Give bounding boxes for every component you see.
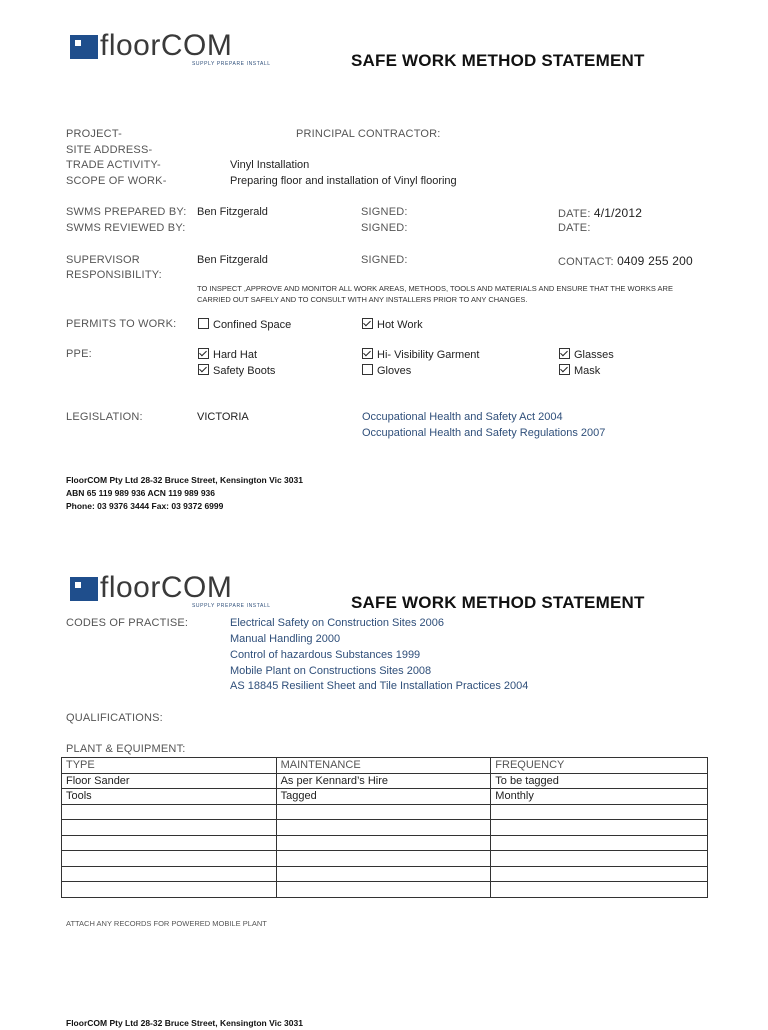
table-cell xyxy=(62,835,277,851)
scope-of-work-label: SCOPE OF WORK- xyxy=(66,175,167,187)
codes-label: CODES OF PRACTISE: xyxy=(66,617,189,629)
code-item: Mobile Plant on Constructions Sites 2008 xyxy=(230,665,432,677)
code-item: Control of hazardous Substances 1999 xyxy=(230,649,421,661)
table-cell: Tagged xyxy=(276,789,491,805)
project-label: PROJECT- xyxy=(66,128,122,140)
table-cell: Tools xyxy=(62,789,277,805)
ppe-gloves xyxy=(362,364,411,377)
logo-wordmark: floorCOM xyxy=(100,571,233,604)
site-address-label: SITE ADDRESS- xyxy=(66,144,153,156)
ppe-gloves-label: Gloves xyxy=(377,365,412,377)
logo-square-icon xyxy=(70,577,98,601)
checkbox-unchecked-icon xyxy=(198,318,209,329)
table-cell xyxy=(62,882,277,898)
logo-wordmark: floorCOM xyxy=(100,29,233,62)
table-cell xyxy=(491,820,708,836)
responsibility-text-line1: TO INSPECT ,APPROVE AND MONITOR ALL WORK AREAS, METHODS, TOOLS AND MATERIALS AND ENSURE THAT THE WORKS ARE xyxy=(197,284,673,293)
table-cell xyxy=(491,882,708,898)
table-cell xyxy=(491,851,708,867)
table-cell: Monthly xyxy=(491,789,708,805)
swms-reviewed-date-label: DATE: xyxy=(558,222,591,234)
trade-activity-label: TRADE ACTIVITY- xyxy=(66,159,161,171)
attach-records-note: ATTACH ANY RECORDS FOR POWERED MOBILE PLANT xyxy=(66,919,267,928)
table-cell xyxy=(276,804,491,820)
ppe-glasses xyxy=(559,348,614,361)
checkbox-checked-icon xyxy=(198,364,209,375)
date-label: DATE: xyxy=(558,208,591,220)
ppe-safety-boots xyxy=(198,364,275,377)
qualifications-label: QUALIFICATIONS: xyxy=(66,712,163,724)
column-header-maintenance: MAINTENANCE xyxy=(276,758,491,774)
table-cell xyxy=(491,835,708,851)
table-row xyxy=(62,789,708,805)
column-header-frequency: FREQUENCY xyxy=(491,758,708,774)
plant-equipment-label: PLANT & EQUIPMENT: xyxy=(66,743,186,755)
table-cell xyxy=(276,820,491,836)
footer-abn: ABN 65 119 989 936 ACN 119 989 936 xyxy=(66,488,216,498)
table-cell xyxy=(276,835,491,851)
permit-confined-space-label: Confined Space xyxy=(213,319,292,331)
page-title-page2: SAFE WORK METHOD STATEMENT xyxy=(351,593,645,612)
ppe-mask xyxy=(559,364,600,377)
checkbox-checked-icon xyxy=(362,348,373,359)
page-title: SAFE WORK METHOD STATEMENT xyxy=(351,51,645,70)
logo-tagline: SUPPLY PREPARE INSTALL xyxy=(192,603,271,609)
code-item: Manual Handling 2000 xyxy=(230,633,341,645)
date-value: 4/1/2012 xyxy=(593,206,643,220)
permit-hot-work-label: Hot Work xyxy=(377,319,423,331)
swms-reviewed-label: SWMS REVIEWED BY: xyxy=(66,222,186,234)
permit-confined-space xyxy=(198,318,291,331)
table-row xyxy=(62,773,708,789)
table-row xyxy=(62,866,708,882)
checkbox-checked-icon xyxy=(362,318,373,329)
table-cell xyxy=(276,882,491,898)
table-row xyxy=(62,804,708,820)
ppe-label: PPE: xyxy=(66,348,92,360)
code-item: AS 18845 Resilient Sheet and Tile Installation Practices 2004 xyxy=(230,680,529,692)
supervisor-contact xyxy=(558,254,693,268)
table-cell xyxy=(62,804,277,820)
table-cell xyxy=(491,866,708,882)
swms-prepared-label: SWMS PREPARED BY: xyxy=(66,206,187,218)
footer-address: FloorCOM Pty Ltd 28-32 Bruce Street, Kensington Vic 3031 xyxy=(66,475,303,485)
swms-prepared-signed-label: SIGNED: xyxy=(361,206,408,218)
ppe-glasses-label: Glasses xyxy=(574,349,614,361)
table-cell xyxy=(491,804,708,820)
contact-value: 0409 255 200 xyxy=(617,254,693,268)
floorcom-logo xyxy=(70,29,271,67)
legislation-label: LEGISLATION: xyxy=(66,411,143,423)
swms-reviewed-signed-label: SIGNED: xyxy=(361,222,408,234)
ppe-hard-hat xyxy=(198,348,257,361)
responsibility-label: RESPONSIBILITY: xyxy=(66,269,162,281)
table-row xyxy=(62,820,708,836)
table-cell: As per Kennard’s Hire xyxy=(276,773,491,789)
swms-prepared-value: Ben Fitzgerald xyxy=(197,206,268,218)
table-row xyxy=(62,835,708,851)
column-header-type: TYPE xyxy=(62,758,277,774)
table-cell xyxy=(62,820,277,836)
table-cell xyxy=(62,866,277,882)
floorcom-logo-page2 xyxy=(70,571,271,609)
trade-activity-value: Vinyl Installation xyxy=(230,159,310,171)
ppe-hi-vis-label: Hi- Visibility Garment xyxy=(377,349,480,361)
permits-label: PERMITS TO WORK: xyxy=(66,318,177,330)
swms-prepared-date xyxy=(558,206,642,220)
legislation-regulations: Occupational Health and Safety Regulations 2007 xyxy=(362,427,606,439)
checkbox-checked-icon xyxy=(559,348,570,359)
logo-tagline: SUPPLY PREPARE INSTALL xyxy=(192,61,271,67)
table-row xyxy=(62,851,708,867)
ppe-hard-hat-label: Hard Hat xyxy=(213,349,258,361)
footer-phone: Phone: 03 9376 3444 Fax: 03 9372 6999 xyxy=(66,501,224,511)
table-cell xyxy=(62,851,277,867)
table-cell: To be tagged xyxy=(491,773,708,789)
ppe-hi-vis xyxy=(362,348,480,361)
code-item: Electrical Safety on Construction Sites 2006 xyxy=(230,617,445,629)
checkbox-checked-icon xyxy=(198,348,209,359)
checkbox-unchecked-icon xyxy=(362,364,373,375)
responsibility-text-line2: CARRIED OUT SAFELY AND TO CONSULT WITH ANY INSTALLERS PRIOR TO ANY CHANGES. xyxy=(197,295,528,304)
logo-square-icon xyxy=(70,35,98,59)
ppe-safety-boots-label: Safety Boots xyxy=(213,365,276,377)
legislation-act: Occupational Health and Safety Act 2004 xyxy=(362,411,563,423)
table-row xyxy=(62,882,708,898)
table-cell: Floor Sander xyxy=(62,773,277,789)
table-header-row xyxy=(62,758,708,774)
supervisor-signed-label: SIGNED: xyxy=(361,254,408,266)
supervisor-label: SUPERVISOR xyxy=(66,254,140,266)
table-cell xyxy=(276,851,491,867)
checkbox-checked-icon xyxy=(559,364,570,375)
supervisor-value: Ben Fitzgerald xyxy=(197,254,268,266)
permit-hot-work xyxy=(362,318,423,331)
plant-equipment-table xyxy=(61,757,708,898)
scope-of-work-value: Preparing floor and installation of Vinyl flooring xyxy=(230,175,457,187)
footer-address-page2: FloorCOM Pty Ltd 28-32 Bruce Street, Kensington Vic 3031 xyxy=(66,1018,303,1028)
legislation-state: VICTORIA xyxy=(197,411,249,423)
ppe-mask-label: Mask xyxy=(574,365,601,377)
contact-label: CONTACT: xyxy=(558,256,614,268)
table-cell xyxy=(276,866,491,882)
principal-contractor-label: PRINCIPAL CONTRACTOR: xyxy=(296,128,441,140)
